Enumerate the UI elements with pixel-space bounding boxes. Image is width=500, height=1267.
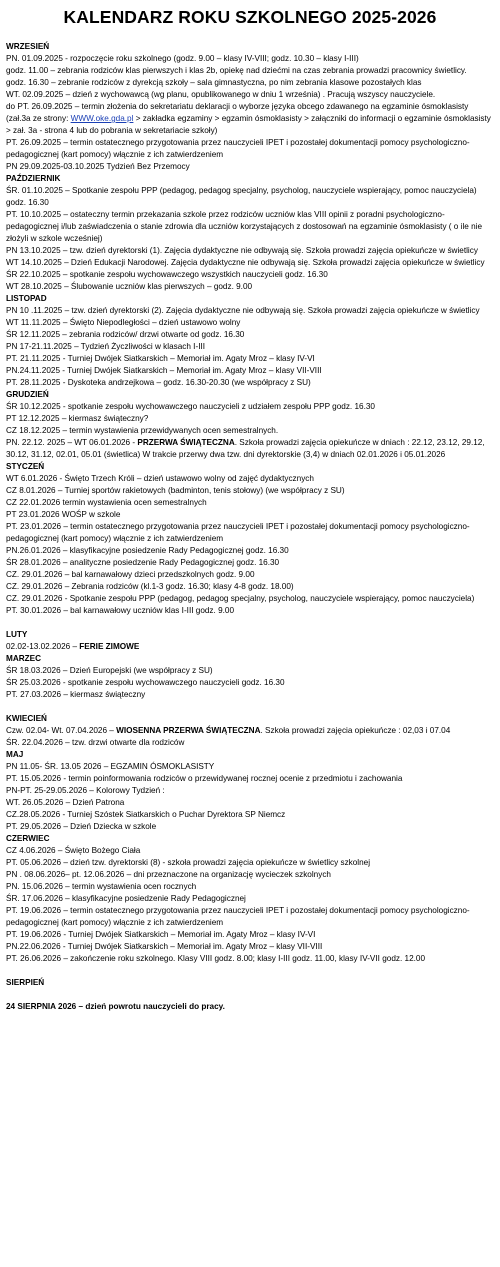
entry-text: PN-PT. 25-29.05.2026 – Kolorowy Tydzień : <box>6 786 165 795</box>
entry-text: PT. 05.06.2026 – dzień tzw. dyrektorski (8) - szkoła prowadzi zajęcia opiekuńcze w świetlicy szkolnej <box>6 858 371 867</box>
calendar-entry <box>6 89 494 101</box>
month-heading: CZERWIEC <box>6 834 50 843</box>
entry-text: WT 6.01.2026 - Święto Trzech Króli – dzień ustawowo wolny od zajęć dydaktycznych <box>6 474 314 483</box>
entry-highlight: 24 SIERPNIA 2026 – dzień powrotu nauczycieli do pracy. <box>6 1002 225 1011</box>
section-spacer <box>6 701 494 713</box>
entry-text-continued: > zakładka egzaminy > egzamin ósmoklasisty > załączniki do informacji o egzaminie ósmoklasisty > zał. 3a - strona 4 lub do pobrania w sekretariacie szkoły) <box>6 114 491 135</box>
month-heading: LISTOPAD <box>6 294 47 303</box>
entry-text: PN 10 .11.2025 – tzw. dzień dyrektorski (2). Zajęcia dydaktyczne nie odbywają się. Szkoła prowadzi zajęcia opiekuńcze w świetlicy <box>6 306 480 315</box>
calendar-entry <box>6 497 494 509</box>
calendar-entry <box>6 953 494 965</box>
calendar-entry <box>6 641 494 653</box>
calendar-entry <box>6 869 494 881</box>
calendar-entry <box>6 65 494 77</box>
entry-text: godz. 11.00 – zebrania rodziców klas pierwszych i klas 2b, opiekę nad dziećmi na czas zebrania prowadzi pracownicy świetlicy. <box>6 66 467 75</box>
entry-text: PT. 23.01.2026 – termin ostatecznego przygotowania przez nauczycieli IPET i pozostałej dokumentacji pomocy psychologiczno-pedagogicznej (kart pomocy) włącznie z ich zatwierdzeniem <box>6 522 470 543</box>
entry-highlight: FERIE ZIMOWE <box>79 642 140 651</box>
calendar-entry <box>6 269 494 281</box>
entry-text: PT. 28.11.2025 - Dyskoteka andrzejkowa – godz. 16.30-20.30 (we współpracy z SU) <box>6 378 311 387</box>
calendar-entry <box>6 545 494 557</box>
calendar-entry <box>6 689 494 701</box>
calendar-entry <box>6 761 494 773</box>
entry-text: CZ 8.01.2026 – Turniej sportów rakietowych (badminton, tenis stołowy) (we współpracy z SU) <box>6 486 345 495</box>
entry-text: ŚR 10.12.2025 - spotkanie zespołu wychowawczego nauczycieli z udziałem zespołu PPP godz. 16.30 <box>6 402 375 411</box>
calendar-entry <box>6 857 494 869</box>
entry-text: PN . 08.06.2026– pt. 12.06.2026 – dni przeznaczone na organizację wycieczek szkolnych <box>6 870 331 879</box>
calendar-entry <box>6 377 494 389</box>
entry-text: PN 17-21.11.2025 – Tydzień Życzliwości w klasach I-III <box>6 342 206 351</box>
month-section <box>6 833 494 965</box>
calendar-content <box>6 41 494 1013</box>
entry-text: PN 13.10.2025 – tzw. dzień dyrektorski (1). Zajęcia dydaktyczne nie odbywają się. Szkoła prowadzi zajęcia opiekuńcze w świetlicy <box>6 246 478 255</box>
entry-text-continued: . Szkoła prowadzi zajęcia opiekuńcze : 02,03 i 07.04 <box>260 726 451 735</box>
entry-text: PT. 19.06.2026 – termin ostatecznego przygotowania przez nauczycieli IPET i pozostałej dokumentacji pomocy psychologiczno-pedagogicznej (kart pomocy) włącznie z ich zatwierdzeniem <box>6 906 470 927</box>
section-spacer <box>6 965 494 977</box>
month-section <box>6 653 494 701</box>
calendar-entry <box>6 257 494 269</box>
calendar-entry <box>6 809 494 821</box>
month-section <box>6 977 494 989</box>
entry-text: WT 28.10.2025 – Ślubowanie uczniów klas pierwszych – godz. 9.00 <box>6 282 253 291</box>
entry-text: CZ 22.01.2026 termin wystawienia ocen semestralnych <box>6 498 207 507</box>
calendar-entry <box>6 557 494 569</box>
month-section <box>6 629 494 653</box>
entry-text: PT 23.01.2026 WOŚP w szkole <box>6 510 121 519</box>
calendar-entry <box>6 893 494 905</box>
month-heading: GRUDZIEŃ <box>6 390 49 399</box>
entry-text: PN 29.09.2025-03.10.2025 Tydzień Bez Przemocy <box>6 162 190 171</box>
entry-text: CZ. 29.01.2026 – bal karnawałowy dzieci przedszkolnych godz. 9.00 <box>6 570 255 579</box>
entry-text: PT. 21.11.2025 - Turniej Dwójek Siatkarskich – Memoriał im. Agaty Mroz – klasy IV-VI <box>6 354 315 363</box>
calendar-entry <box>6 773 494 785</box>
entry-text: PN.26.01.2026 – klasyfikacyjne posiedzenie Rady Pedagogicznej godz. 16.30 <box>6 546 289 555</box>
entry-text: ŚR. 01.10.2025 – Spotkanie zespołu PPP (pedagog, pedagog specjalny, psycholog, nauczyciele wspierający, pomoc nauczyciela) godz. 16.30 <box>6 186 477 207</box>
calendar-entry <box>6 569 494 581</box>
calendar-entry <box>6 209 494 245</box>
entry-highlight: PRZERWA ŚWIĄTECZNA <box>137 438 235 447</box>
entry-text: PN. 22.12. 2025 – WT 06.01.2026 - <box>6 438 138 447</box>
calendar-entry <box>6 185 494 209</box>
entry-text: PT. 26.09.2025 – termin ostatecznego przygotowania przez nauczycieli IPET i pozostałej dokumentacji pomocy psychologiczno-pedagogicznej (kart pomocy) włącznie z ich zatwierdzeniem <box>6 138 470 159</box>
calendar-entry <box>6 605 494 617</box>
calendar-entry <box>6 509 494 521</box>
month-section <box>6 41 494 173</box>
section-spacer <box>6 617 494 629</box>
calendar-entry <box>6 1001 494 1013</box>
calendar-entry <box>6 101 494 137</box>
calendar-entry <box>6 665 494 677</box>
entry-highlight: WIOSENNA PRZERWA ŚWIĄTECZNA <box>116 726 261 735</box>
month-section <box>6 389 494 461</box>
calendar-entry <box>6 413 494 425</box>
entry-text: godz. 16.30 – zebranie rodziców z dyrekcją szkoły – sala gimnastyczna, po nim zebrania klasowe pozostałych klas <box>6 78 422 87</box>
calendar-entry <box>6 137 494 161</box>
calendar-entry <box>6 845 494 857</box>
month-section <box>6 293 494 389</box>
entry-text: CZ 4.06.2026 – Święto Bożego Ciała <box>6 846 141 855</box>
calendar-entry <box>6 677 494 689</box>
calendar-entry <box>6 437 494 461</box>
entry-text: CZ. 29.01.2026 – Zebrania rodziców (kl.1-3 godz. 16.30; klasy 4-8 godz. 18.00) <box>6 582 294 591</box>
entry-text: 02.02-13.02.2026 – <box>6 642 80 651</box>
entry-text: PN.24.11.2025 - Turniej Dwójek Siatkarskich – Memoriał im. Agaty Mroz – klasy VII-VIII <box>6 366 322 375</box>
month-section <box>6 749 494 833</box>
calendar-entry <box>6 317 494 329</box>
entry-text: CZ.28.05.2026 - Turniej Szóstek Siatkarskich o Puchar Dyrektora SP Niemcz <box>6 810 286 819</box>
calendar-entry <box>6 521 494 545</box>
calendar-entry <box>6 305 494 317</box>
calendar-entry <box>6 593 494 605</box>
calendar-entry <box>6 77 494 89</box>
calendar-entry <box>6 53 494 65</box>
entry-text: ŚR 28.01.2026 – analityczne posiedzenie Rady Pedagogicznej godz. 16.30 <box>6 558 280 567</box>
entry-text: PN.22.06.2026 - Turniej Dwójek Siatkarskich – Memoriał im. Agaty Mroz – klasy VII-VIII <box>6 942 323 951</box>
month-heading: SIERPIEŃ <box>6 978 45 987</box>
entry-text: ŚR 22.10.2025 – spotkanie zespołu wychowawczego wszystkich nauczycieli godz. 16.30 <box>6 270 328 279</box>
month-section <box>6 1001 494 1013</box>
calendar-entry <box>6 341 494 353</box>
calendar-entry <box>6 401 494 413</box>
entry-text: PT. 26.06.2026 – zakończenie roku szkolnego. Klasy VIII godz. 8.00; klasy I-III godz. 11.00, klasy IV-VII godz. 12.00 <box>6 954 426 963</box>
entry-text: ŚR. 22.04.2026 – tzw. drzwi otwarte dla rodziców <box>6 738 185 747</box>
entry-text: PT. 27.03.2026 – kiermasz świąteczny <box>6 690 146 699</box>
oke-link[interactable]: WWW.oke.gda.pl <box>70 114 134 123</box>
page-title: KALENDARZ ROKU SZKOLNEGO 2025-2026 <box>63 7 437 27</box>
calendar-entry <box>6 425 494 437</box>
calendar-entry <box>6 881 494 893</box>
entry-text: PN. 15.06.2026 – termin wystawienia ocen rocznych <box>6 882 197 891</box>
entry-text: do PT. 26.09.2025 – termin złożenia do sekretariatu deklaracji o wyborze języka obcego zdawanego na egzaminie ósmoklasisty (zał.3a ze strony: <box>6 102 469 123</box>
entry-text: PT 12.12.2025 – kiermasz świąteczny? <box>6 414 149 423</box>
entry-text: ŚR 25.03.2026 - spotkanie zespołu wychowawczego nauczycieli godz. 16.30 <box>6 678 285 687</box>
entry-text: PT. 29.05.2026 – Dzień Dziecka w szkole <box>6 822 157 831</box>
calendar-entry <box>6 905 494 929</box>
calendar-entry <box>6 161 494 173</box>
calendar-entry <box>6 941 494 953</box>
calendar-entry <box>6 485 494 497</box>
month-heading: STYCZEŃ <box>6 462 45 471</box>
calendar-entry <box>6 245 494 257</box>
calendar-entry <box>6 365 494 377</box>
calendar-entry <box>6 329 494 341</box>
entry-text: ŚR 12.11.2025 – zebrania rodziców/ drzwi otwarte od godz. 16.30 <box>6 330 245 339</box>
month-heading: KWIECIEŃ <box>6 714 47 723</box>
entry-text: Czw. 02.04- Wt. 07.04.2026 – <box>6 726 117 735</box>
entry-text: PT. 30.01.2026 – bal karnawałowy uczniów klas I-III godz. 9.00 <box>6 606 235 615</box>
month-heading: PAŹDZIERNIK <box>6 174 61 183</box>
entry-text: PN 11.05- ŚR. 13.05 2026 – EGZAMIN ÓSMOKLASISTY <box>6 762 215 771</box>
entry-text: CZ. 29.01.2026 - Spotkanie zespołu PPP (pedagog, pedagog specjalny, psycholog, nauczyciele wspierający, pomoc nauczyciela) <box>6 594 475 603</box>
entry-text: CZ 18.12.2025 – termin wystawienia przewidywanych ocen semestralnych. <box>6 426 279 435</box>
entry-text: PT. 10.10.2025 – ostateczny termin przekazania szkole przez rodziców uczniów klas VIII opinii z poradni psychologiczno-pedagogicznej i/lub zaświadczenia o stanie zdrowia dla uczniów korzystających z dostosowań na egzaminie ósmoklasisty ( o ile nie złożyli w szkole wcześniej) <box>6 210 483 243</box>
calendar-entry <box>6 797 494 809</box>
calendar-entry <box>6 725 494 737</box>
calendar-entry <box>6 821 494 833</box>
calendar-entry <box>6 581 494 593</box>
calendar-entry <box>6 737 494 749</box>
calendar-entry <box>6 929 494 941</box>
calendar-entry <box>6 473 494 485</box>
month-heading: WRZESIEŃ <box>6 42 50 51</box>
month-section <box>6 713 494 749</box>
month-heading: MAJ <box>6 750 24 759</box>
entry-text: PT. 19.06.2026 - Turniej Dwójek Siatkarskich – Memoriał im. Agaty Mroz – klasy IV-VI <box>6 930 316 939</box>
entry-text: ŚR 18.03.2026 – Dzień Europejski (we współpracy z SU) <box>6 666 213 675</box>
month-heading: MARZEC <box>6 654 42 663</box>
entry-text: PN. 01.09.2025 - rozpoczęcie roku szkolnego (godz. 9.00 – klasy IV-VIII; godz. 10.30 – klasy I-III) <box>6 54 359 63</box>
entry-text-continued: . Szkoła prowadzi zajęcia opiekuńcze w dniach : 22.12, 23.12, 29.12, 30.12, 31.12, 02.01, 05.01 (świetlica) W trakcie przerwy dwa tzw. dni dyrektorskie (3,4) w dniach 02.01.2026 i 05.01.2026 <box>6 438 485 459</box>
calendar-entry <box>6 353 494 365</box>
section-spacer <box>6 989 494 1001</box>
month-section <box>6 461 494 617</box>
entry-text: ŚR. 17.06.2026 – klasyfikacyjne posiedzenie Rady Pedagogicznej <box>6 894 246 903</box>
entry-text: WT 11.11.2025 – Święto Niepodległości – dzień ustawowo wolny <box>6 318 241 327</box>
calendar-entry <box>6 281 494 293</box>
calendar-entry <box>6 785 494 797</box>
entry-text: WT. 26.05.2026 – Dzień Patrona <box>6 798 125 807</box>
month-section <box>6 173 494 293</box>
entry-text: WT 14.10.2025 – Dzień Edukacji Narodowej. Zajęcia dydaktyczne nie odbywają się. Szkoła prowadzi zajęcia opiekuńcze w świetlicy <box>6 258 485 267</box>
month-heading: LUTY <box>6 630 28 639</box>
entry-text: WT. 02.09.2025 – dzień z wychowawcą (wg planu, opublikowanego w dniu 1 września) . Pracują wszyscy nauczyciele. <box>6 90 436 99</box>
entry-text: PT. 15.05.2026 - termin poinformowania rodziców o przewidywanej rocznej ocenie z przedmiotu i zachowania <box>6 774 403 783</box>
